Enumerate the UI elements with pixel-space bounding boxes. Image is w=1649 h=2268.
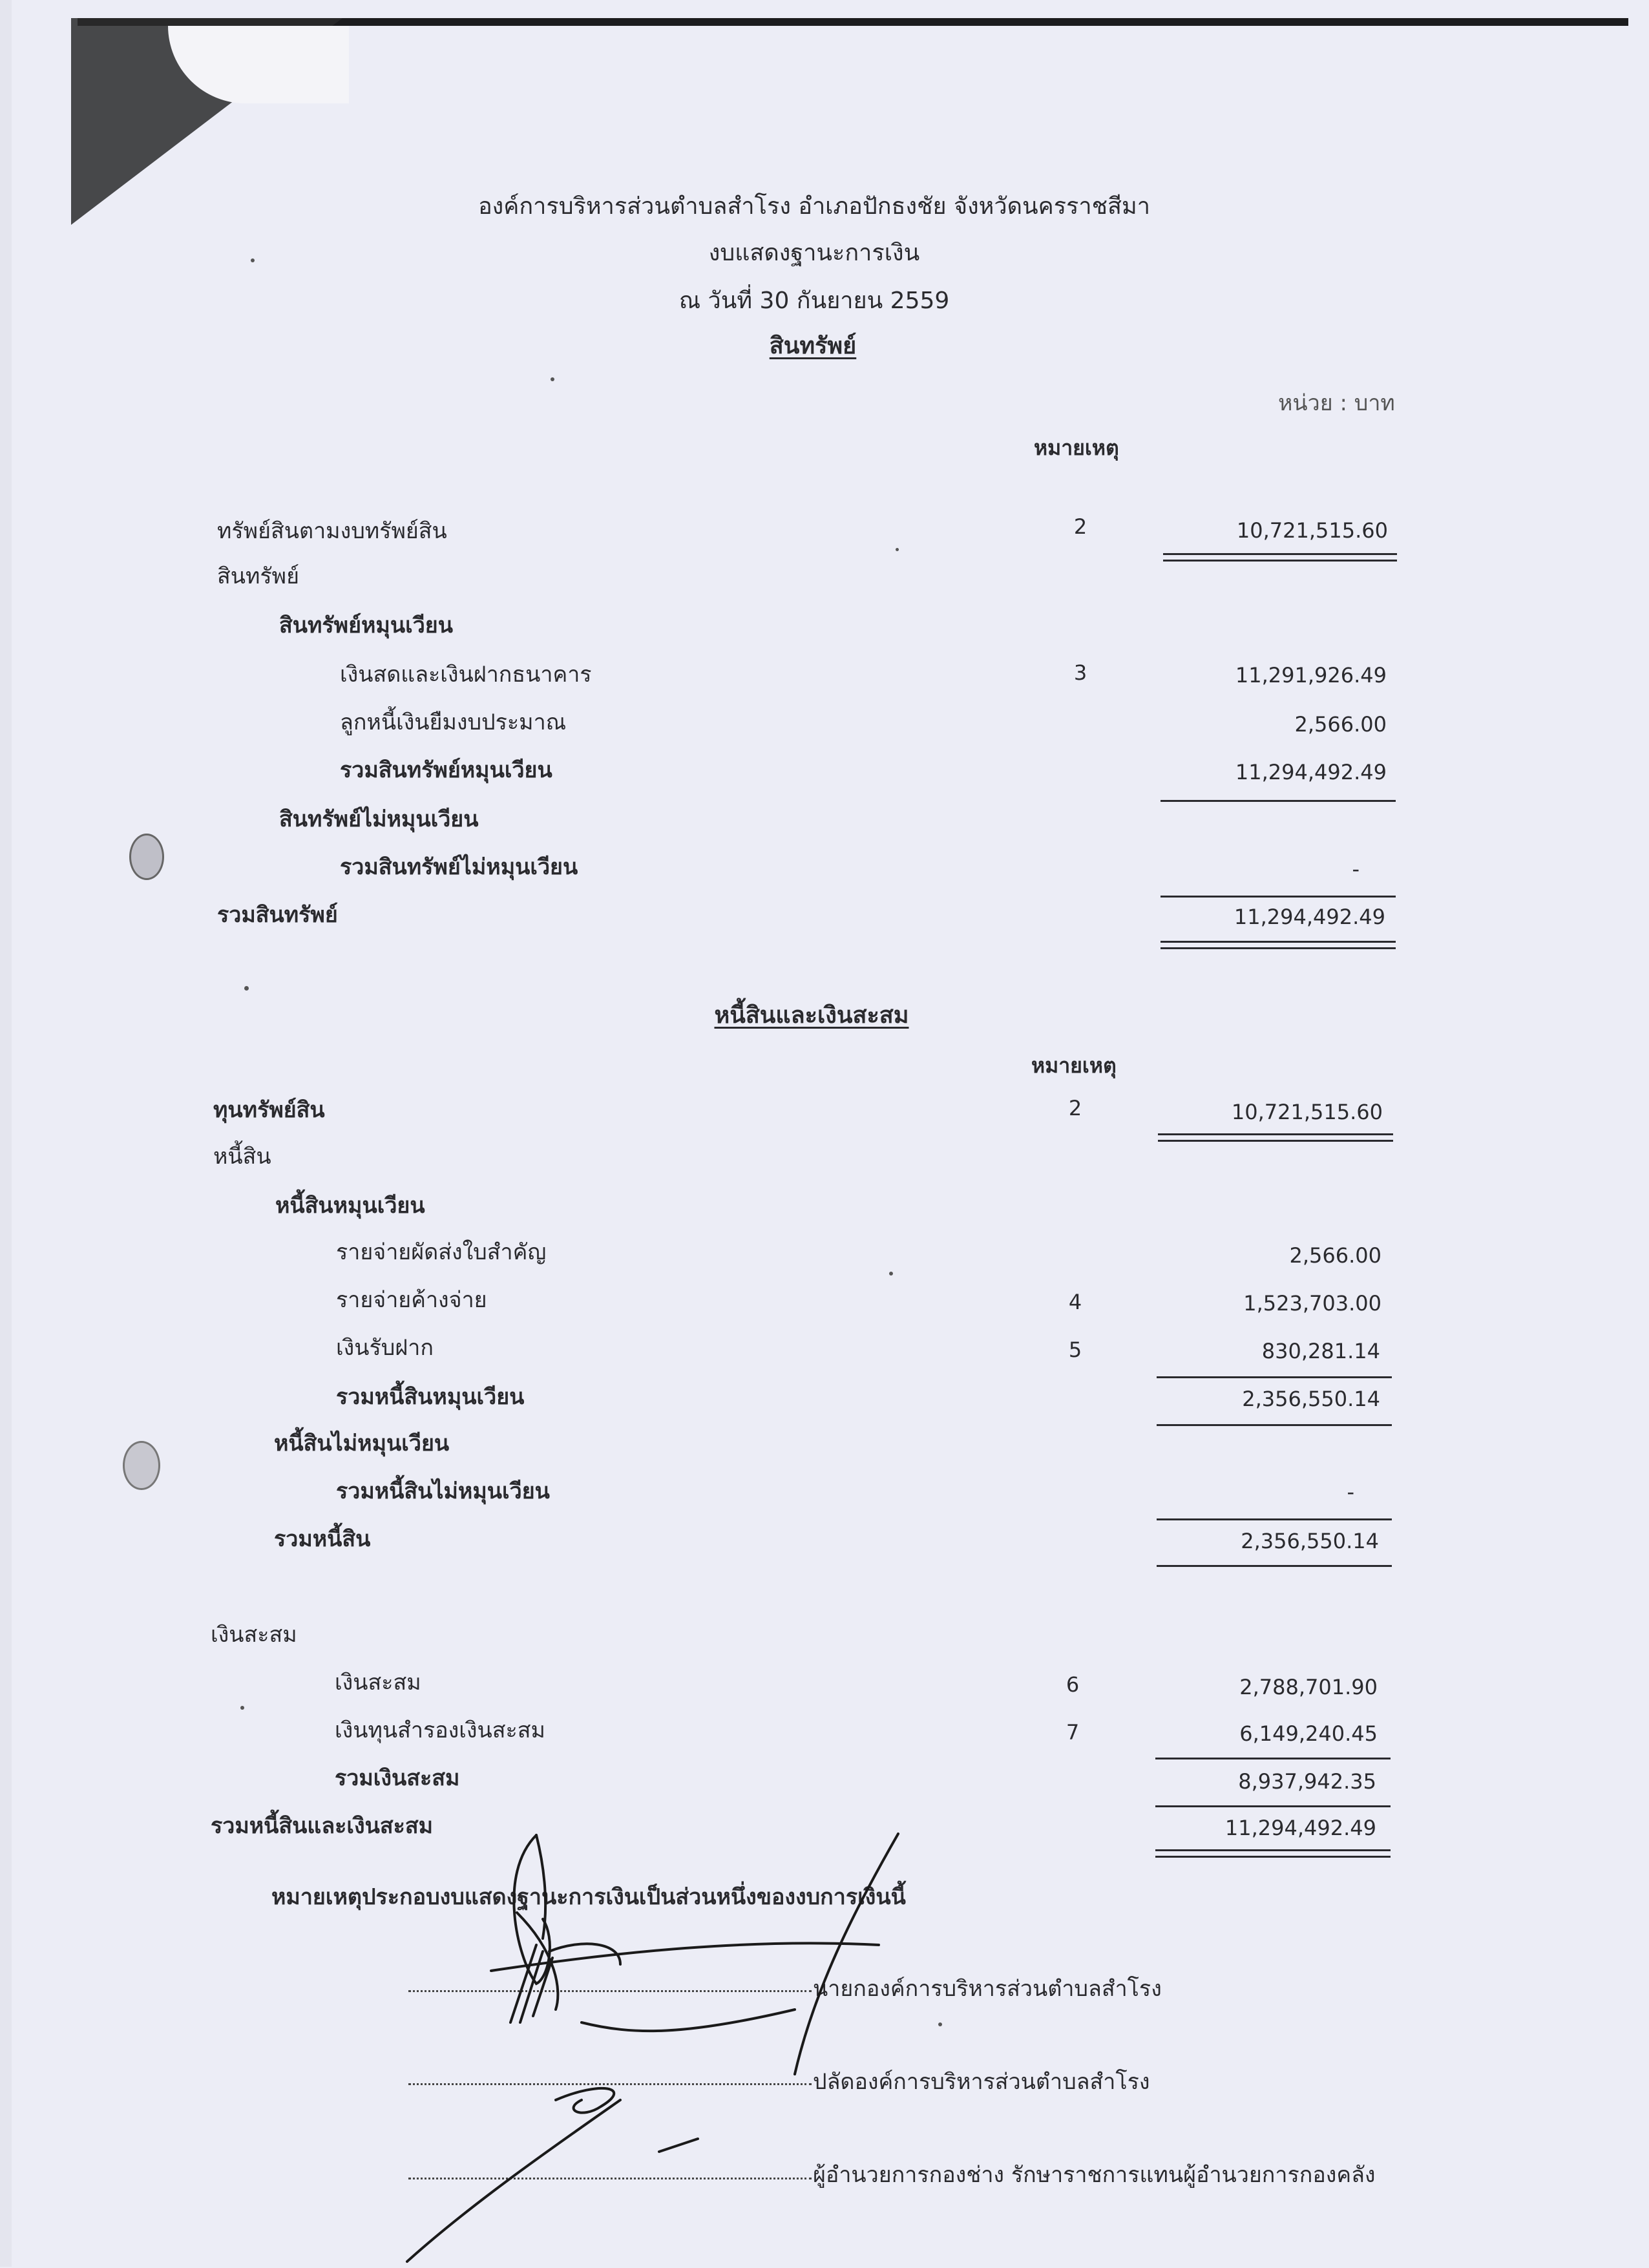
total-liabilities-value: 2,356,550.14 <box>1241 1529 1379 1553</box>
scan-speck <box>244 986 249 991</box>
underline <box>1157 1518 1392 1520</box>
grand-total-value: 11,294,492.49 <box>1224 1816 1376 1840</box>
underline <box>1155 1805 1391 1807</box>
org-name: องค์การบริหารส่วนตำบลสำโรง อำเภอปักธงชัย จังหวัดนครราชสีมา <box>478 193 1150 220</box>
scan-speck <box>889 1272 893 1276</box>
double-underline <box>1161 947 1396 949</box>
total-current-assets-label: รวมสินทรัพย์หมุนเวียน <box>340 757 552 783</box>
signatory-3-title: ผู้อำนวยการกองช่าง รักษาราชการแทนผู้อำนวยการกองคลัง <box>813 2162 1376 2188</box>
signatory-1-title: นายกองค์การบริหารส่วนตำบลสำโรง <box>813 1976 1162 2002</box>
total-current-assets-value: 11,294,492.49 <box>1235 760 1387 784</box>
double-underline <box>1158 1140 1393 1142</box>
underline <box>1161 896 1396 898</box>
cash-note: 3 <box>1073 660 1087 685</box>
double-underline <box>1155 1849 1391 1851</box>
accum-label: เงินสะสม <box>335 1670 421 1696</box>
underline <box>1157 1565 1392 1567</box>
fixed-capital-label: ทุนทรัพย์สิน <box>213 1097 325 1123</box>
fixed-capital-note: 2 <box>1068 1096 1082 1120</box>
accrued-note: 4 <box>1068 1290 1082 1314</box>
total-noncurrent-assets-value: - <box>1352 857 1360 881</box>
total-noncurrent-liabilities-label: รวมหนี้สินไม่หมุนเวียน <box>336 1478 550 1504</box>
underline <box>1157 1424 1392 1426</box>
scan-speck <box>896 548 899 551</box>
fixed-assets-value: 10,721,515.60 <box>1236 518 1388 543</box>
scan-speck <box>938 2022 942 2026</box>
underline <box>1155 1758 1391 1759</box>
statement-title: งบแสดงฐานะการเงิน <box>708 240 920 266</box>
equity-label: เงินสะสม <box>211 1622 297 1648</box>
note-column-header-2: หมายเหตุ <box>1031 1053 1117 1078</box>
scan-speck <box>251 258 255 262</box>
noncurrent-assets-label: สินทรัพย์ไม่หมุนเวียน <box>279 806 479 832</box>
accum-note: 6 <box>1066 1672 1080 1697</box>
double-underline <box>1155 1856 1391 1858</box>
deposits-value: 830,281.14 <box>1261 1339 1380 1363</box>
punch-hole <box>129 834 164 880</box>
loan-value: 2,566.00 <box>1294 712 1387 737</box>
reserve-label: เงินทุนสำรองเงินสะสม <box>335 1717 545 1743</box>
fixed-assets-note: 2 <box>1073 514 1087 539</box>
total-current-liabilities-label: รวมหนี้สินหมุนเวียน <box>336 1384 525 1410</box>
fixed-assets-label: ทรัพย์สินตามงบทรัพย์สิน <box>217 518 447 544</box>
total-noncurrent-liabilities-value: - <box>1347 1480 1354 1504</box>
reserve-value: 6,149,240.45 <box>1239 1721 1378 1746</box>
statement-date: ณ วันที่ 30 กันยายน 2559 <box>678 288 950 314</box>
double-underline <box>1163 560 1397 562</box>
punch-hole <box>123 1441 160 1490</box>
total-assets-value: 11,294,492.49 <box>1234 905 1385 929</box>
signatory-2-title: ปลัดองค์การบริหารส่วนตำบลสำโรง <box>813 2069 1150 2095</box>
scan-edge <box>0 0 12 2267</box>
current-liabilities-label: หนี้สินหมุนเวียน <box>275 1193 425 1219</box>
section-title-assets: สินทรัพย์ <box>769 333 857 359</box>
underline <box>1161 800 1396 802</box>
accum-value: 2,788,701.90 <box>1239 1675 1378 1699</box>
handwritten-signature <box>388 1822 918 2268</box>
accrued-value: 1,523,703.00 <box>1243 1291 1381 1316</box>
deferred-label: รายจ่ายผัดส่งใบสำคัญ <box>336 1239 547 1265</box>
grand-total-label: รวมหนี้สินและเงินสะสม <box>211 1813 434 1839</box>
reserve-note: 7 <box>1066 1720 1080 1745</box>
section-title-liabilities: หนี้สินและเงินสะสม <box>714 1002 909 1029</box>
liabilities-label: หนี้สิน <box>213 1144 271 1170</box>
total-equity-value: 8,937,942.35 <box>1238 1769 1376 1794</box>
deferred-value: 2,566.00 <box>1289 1243 1381 1268</box>
current-assets-label: สินทรัพย์หมุนเวียน <box>279 613 453 638</box>
scan-speck <box>551 377 554 381</box>
double-underline <box>1161 941 1396 943</box>
noncurrent-liabilities-label: หนี้สินไม่หมุนเวียน <box>274 1431 450 1456</box>
deposits-note: 5 <box>1068 1338 1082 1362</box>
total-equity-label: รวมเงินสะสม <box>335 1765 460 1791</box>
underline <box>1157 1376 1392 1378</box>
total-noncurrent-assets-label: รวมสินทรัพย์ไม่หมุนเวียน <box>340 854 578 880</box>
unit-label: หน่วย : บาท <box>1278 390 1395 416</box>
loan-label: ลูกหนี้เงินยืมงบประมาณ <box>340 709 567 735</box>
double-underline <box>1163 553 1397 555</box>
double-underline <box>1158 1133 1393 1135</box>
assets-label: สินทรัพย์ <box>217 563 300 589</box>
total-assets-label: รวมสินทรัพย์ <box>217 902 338 928</box>
fixed-capital-value: 10,721,515.60 <box>1231 1100 1383 1124</box>
notes-statement: หมายเหตุประกอบงบแสดงฐานะการเงินเป็นส่วนหนึ่งของงบการเงินนี้ <box>271 1884 906 1910</box>
cash-value: 11,291,926.49 <box>1235 663 1387 688</box>
total-liabilities-label: รวมหนี้สิน <box>274 1526 371 1552</box>
accrued-label: รายจ่ายค้างจ่าย <box>336 1287 487 1313</box>
deposits-label: เงินรับฝาก <box>336 1335 434 1361</box>
note-column-header: หมายเหตุ <box>1034 436 1119 460</box>
total-current-liabilities-value: 2,356,550.14 <box>1242 1387 1380 1411</box>
cash-label: เงินสดและเงินฝากธนาคาร <box>340 662 592 688</box>
scan-speck <box>240 1706 244 1710</box>
